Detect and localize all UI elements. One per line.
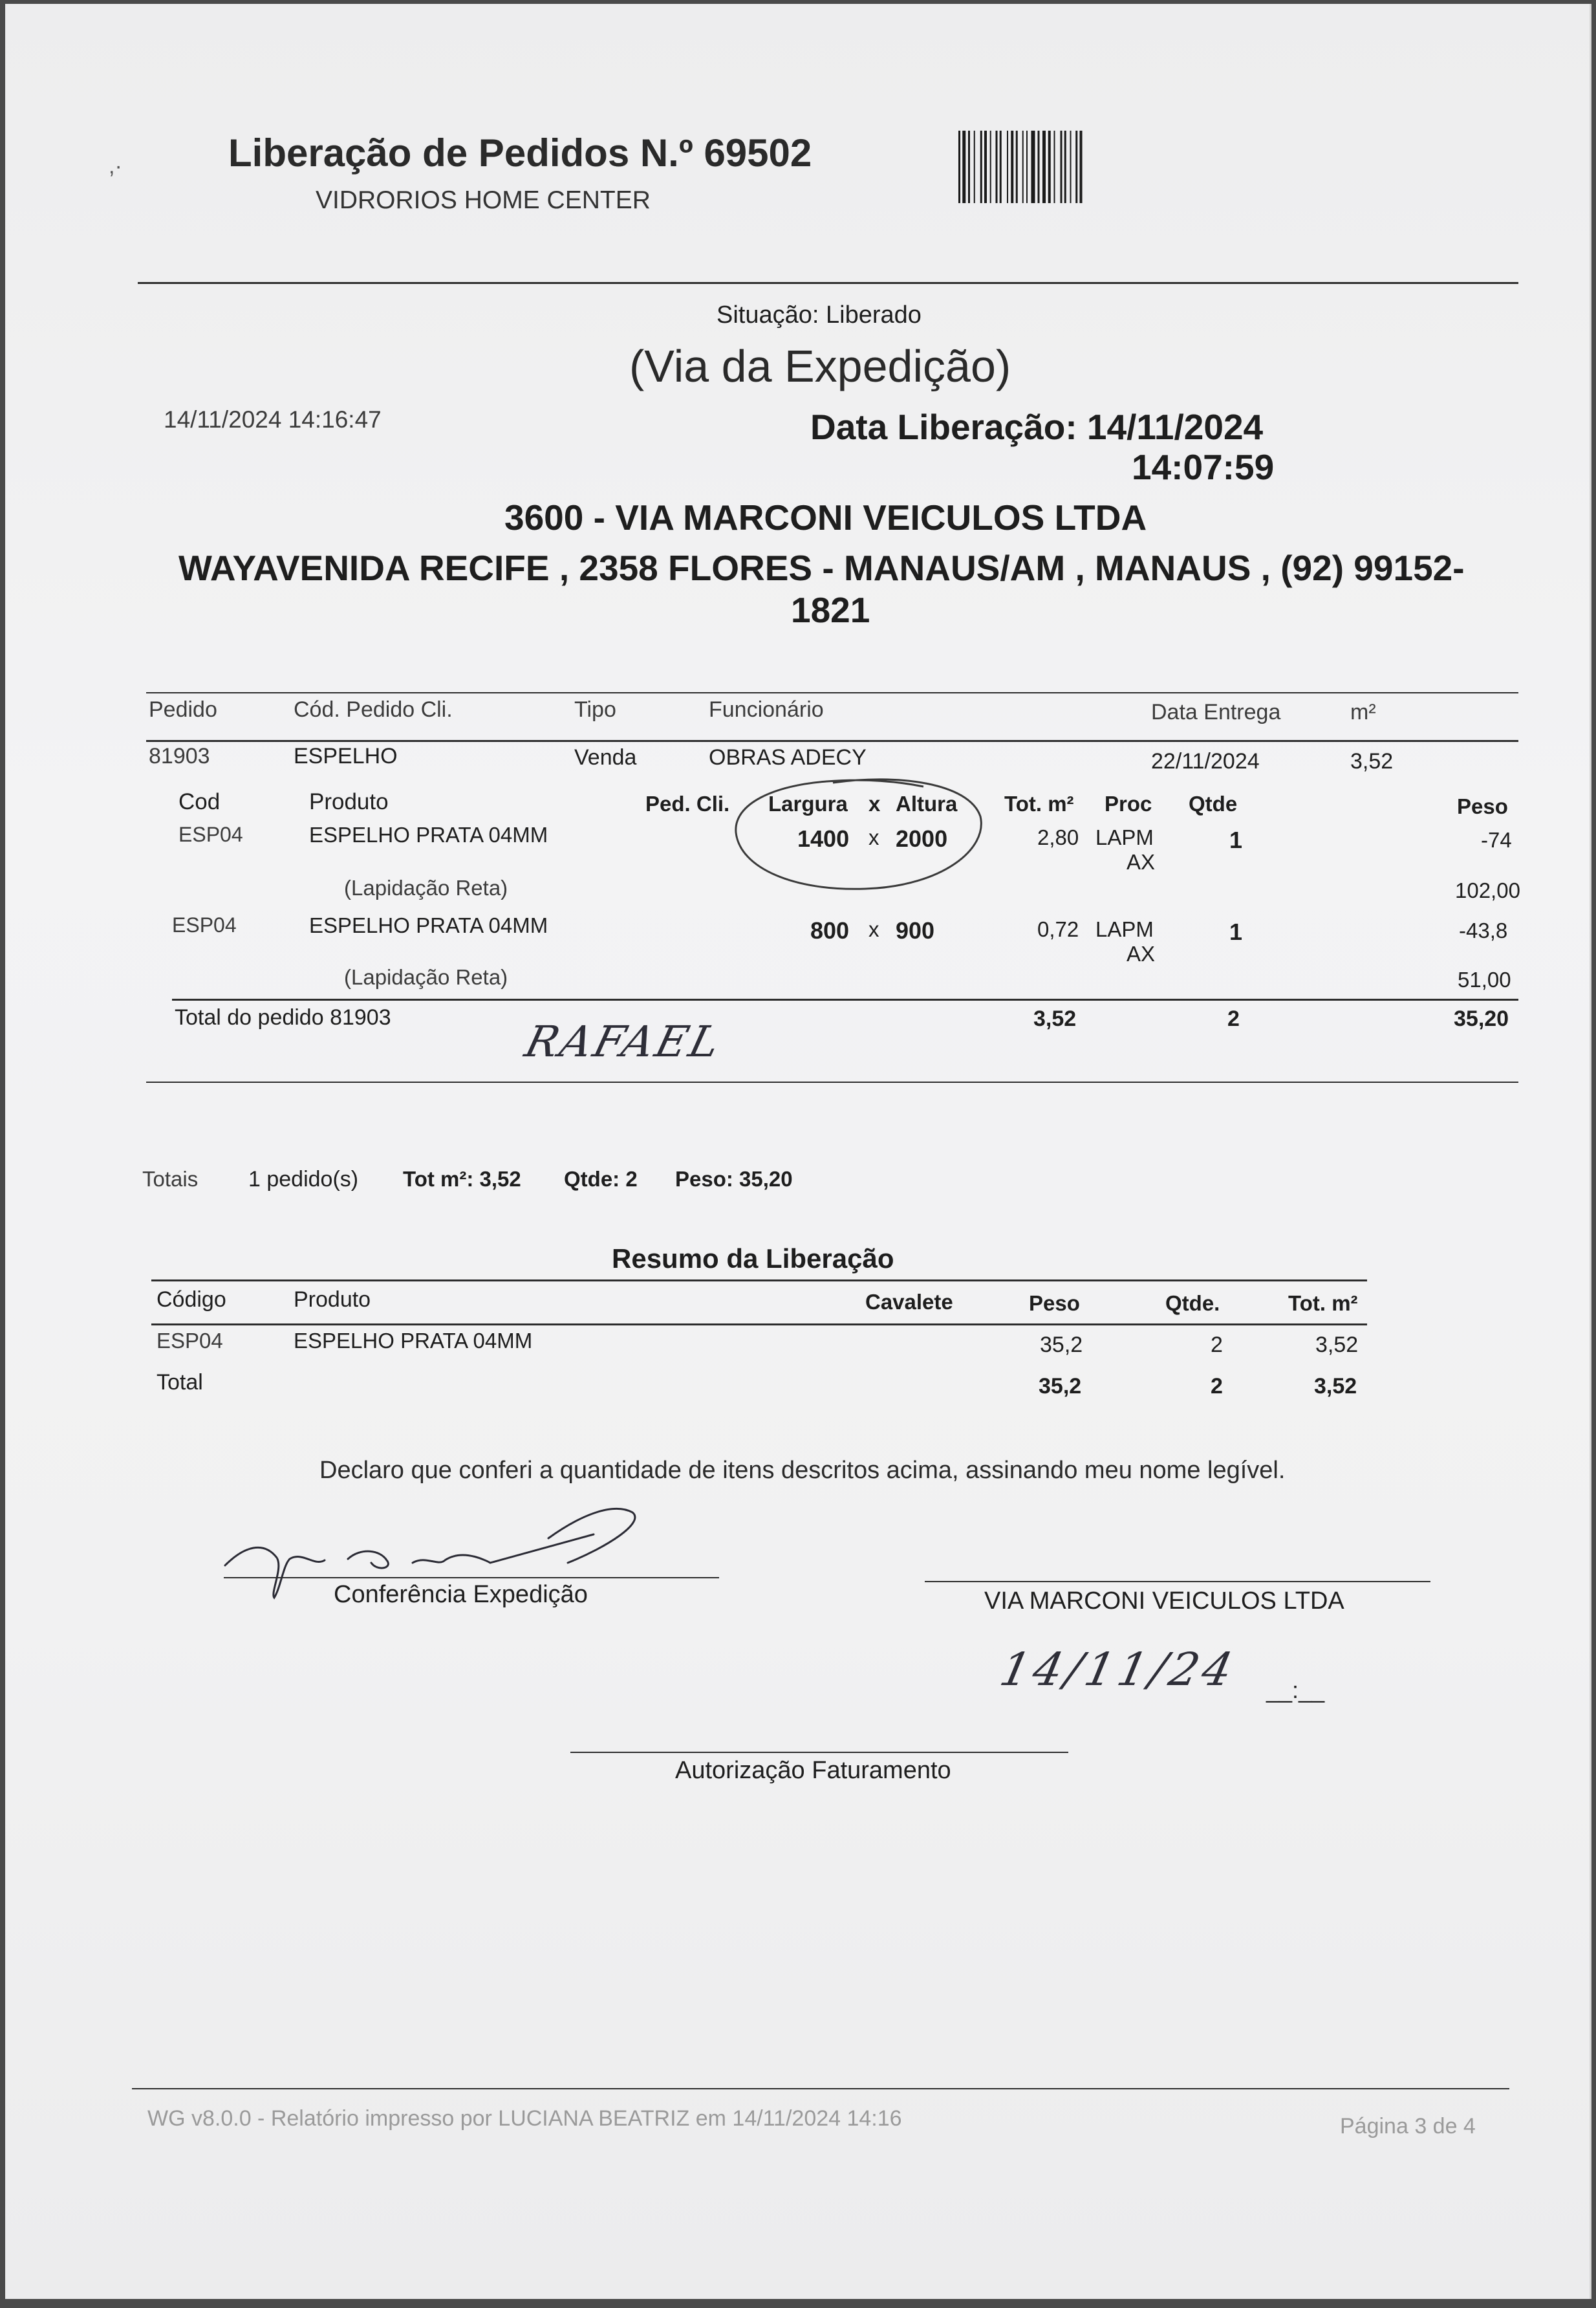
items-col-largura: Largura [768,792,848,816]
company-name: VIDRORIOS HOME CENTER [316,186,651,214]
barcode-bar [1061,131,1062,203]
item-2-proc-1: LAPM [1095,917,1154,941]
barcode-bar [974,131,975,203]
document-page [5,4,1591,2299]
handwritten-circle [729,771,988,894]
col-tipo: Tipo [574,697,616,722]
item-1-qtde: 1 [1229,827,1243,853]
barcode-bar [980,131,982,203]
footer-page: Página 3 de 4 [1340,2114,1476,2139]
resumo-col-produto: Produto [294,1287,371,1312]
resumo-total-peso: 35,2 [1039,1374,1082,1399]
declaracao-text: Declaro que conferi a quantidade de itens descritos acima, assinando meu nome legível. [319,1457,1286,1484]
barcode-bar [1054,131,1055,203]
barcode-bar [1031,131,1035,203]
items-col-cod: Cod [178,789,221,814]
barcode-bar [1070,131,1072,203]
item-2-cod: ESP04 [172,913,237,937]
barcode-bar [1011,131,1013,203]
totais-pedidos: 1 pedido(s) [248,1167,359,1192]
col-pedido: Pedido [149,697,217,722]
items-col-qtde: Qtde [1189,792,1238,816]
barcode-bar [1007,131,1008,203]
items-col-tot-m2: Tot. m² [1004,792,1074,816]
total-pedido-peso: 35,20 [1454,1007,1509,1031]
resumo-col-tot-m2: Tot. m² [1288,1291,1358,1315]
items-col-x: x [868,792,881,816]
total-pedido-tot-m2: 3,52 [1033,1007,1077,1031]
pedido-header-divider [146,740,1518,742]
barcode-bar [990,131,991,203]
item-1-peso-1: -74 [1481,828,1512,852]
item-1-peso-2: 102,00 [1455,878,1520,902]
conferencia-label: Conferência Expedição [334,1581,588,1608]
items-total-divider [172,999,1518,1001]
resumo-col-codigo: Código [156,1287,226,1312]
data-liberacao: Data Liberação: 14/11/2024 [810,407,1264,447]
barcode-bar [1075,131,1077,203]
resumo-row-tot-m2: 3,52 [1315,1333,1359,1357]
col-m2: m² [1350,700,1376,724]
col-data-entrega: Data Entrega [1151,700,1281,724]
totais-tot-m2: Tot m²: 3,52 [403,1167,521,1191]
item-1-proc-2: AX [1127,850,1156,874]
items-col-proc: Proc [1105,792,1152,816]
barcode-bar [1026,131,1028,203]
pedido-table-top [146,692,1518,693]
items-col-peso: Peso [1457,794,1508,818]
resumo-row-codigo: ESP04 [156,1329,223,1353]
resumo-title: Resumo da Liberação [612,1243,894,1274]
item-2-peso-2: 51,00 [1458,968,1511,992]
resumo-total-qtde: 2 [1211,1374,1223,1399]
barcode-bar [962,131,965,203]
footer-divider [132,2088,1509,2089]
items-col-altura: Altura [896,792,958,816]
barcode-bar [1080,131,1083,203]
totais-label: Totais [142,1167,199,1191]
hora-liberacao: 14:07:59 [1132,447,1275,487]
autorizacao-label: Autorização Faturamento [675,1757,951,1784]
resumo-row-peso: 35,2 [1040,1333,1083,1357]
cliente-nome: 3600 - VIA MARCONI VEICULOS LTDA [504,497,1147,538]
barcode-bar [984,131,987,203]
resumo-col-qtde: Qtde. [1165,1291,1220,1315]
barcode-bar [1038,131,1040,203]
item-2-qtde: 1 [1229,919,1243,945]
pedido-block-bottom [146,1082,1518,1083]
item-2-produto: ESPELHO PRATA 04MM [309,913,548,937]
total-pedido-label: Total do pedido 81903 [175,1005,391,1030]
handwritten-name: RAFAEL [520,1017,728,1067]
cliente-line [925,1581,1430,1582]
item-1-obs: (Lapidação Reta) [344,876,508,900]
resumo-col-peso: Peso [1029,1291,1080,1315]
footer-printed-by: WG v8.0.0 - Relatório impresso por LUCIANA BEATRIZ em 14/11/2024 14:16 [147,2106,902,2131]
handwritten-date: 14/11/24 [995,1643,1242,1696]
totais-qtde: Qtde: 2 [564,1167,638,1191]
scan-mark: ,· [109,154,122,179]
item-2-x: x [868,917,879,941]
cod-pedido-cli-value: ESPELHO [294,744,398,768]
cliente-assinatura-label: VIA MARCONI VEICULOS LTDA [984,1587,1344,1615]
pedido-value: 81903 [149,744,210,768]
item-2-peso-1: -43,8 [1459,919,1508,942]
barcode-bar [1064,131,1066,203]
item-1-tot-m2: 2,80 [1037,825,1079,849]
resumo-top [151,1279,1367,1281]
cliente-endereco-2: 1821 [791,590,870,630]
tipo-value: Venda [574,745,637,770]
item-2-tot-m2: 0,72 [1037,917,1079,941]
barcode-bar [958,131,960,203]
hora-placeholder: __:__ [1266,1677,1325,1703]
totais-peso: Peso: 35,20 [675,1167,793,1191]
total-pedido-qtde: 2 [1227,1007,1240,1031]
resumo-row-qtde: 2 [1211,1333,1223,1357]
item-1-largura: 1400 [797,825,850,852]
items-col-produto: Produto [309,789,389,814]
resumo-col-cavalete: Cavalete [865,1290,953,1314]
printed-datetime: 14/11/2024 14:16:47 [164,406,382,433]
item-1-proc-1: LAPM [1095,825,1154,849]
barcode-bar [1022,131,1024,203]
items-col-ped-cli: Ped. Cli. [645,792,730,816]
via-label: (Via da Expedição) [629,341,1011,391]
barcode-bar [1016,131,1018,203]
cliente-endereco-1: WAYAVENIDA RECIFE , 2358 FLORES - MANAUS/AM , MANAUS , (92) 99152- [178,548,1465,588]
item-2-proc-2: AX [1127,942,1156,966]
document-title: Liberação de Pedidos N.º 69502 [228,131,812,175]
funcionario-value: OBRAS ADECY [709,745,867,770]
item-2-altura: 900 [896,917,935,944]
item-1-x: x [868,825,879,849]
item-1-produto: ESPELHO PRATA 04MM [309,823,548,847]
autorizacao-line [570,1752,1068,1753]
barcode-bar [1000,131,1002,203]
barcode-bar [968,131,970,203]
resumo-row-produto: ESPELHO PRATA 04MM [294,1329,533,1353]
item-1-altura: 2000 [896,825,948,852]
data-entrega-value: 22/11/2024 [1151,749,1260,774]
item-1-cod: ESP04 [178,823,243,846]
barcode-bar [1048,131,1051,203]
barcode [958,131,1205,203]
resumo-header-divider [151,1323,1367,1325]
conferencia-line [224,1577,719,1578]
m2-value: 3,52 [1350,749,1394,774]
col-funcionario: Funcionário [709,697,824,722]
resumo-total-tot-m2: 3,52 [1314,1374,1357,1399]
item-2-largura: 800 [810,917,850,944]
col-cod-pedido-cli: Cód. Pedido Cli. [294,697,453,722]
barcode-bar [1042,131,1046,203]
item-2-obs: (Lapidação Reta) [344,965,508,989]
barcode-bar [996,131,998,203]
resumo-total-label: Total [156,1370,203,1395]
header-divider [138,282,1518,284]
situacao-label: Situação: Liberado [717,301,922,329]
